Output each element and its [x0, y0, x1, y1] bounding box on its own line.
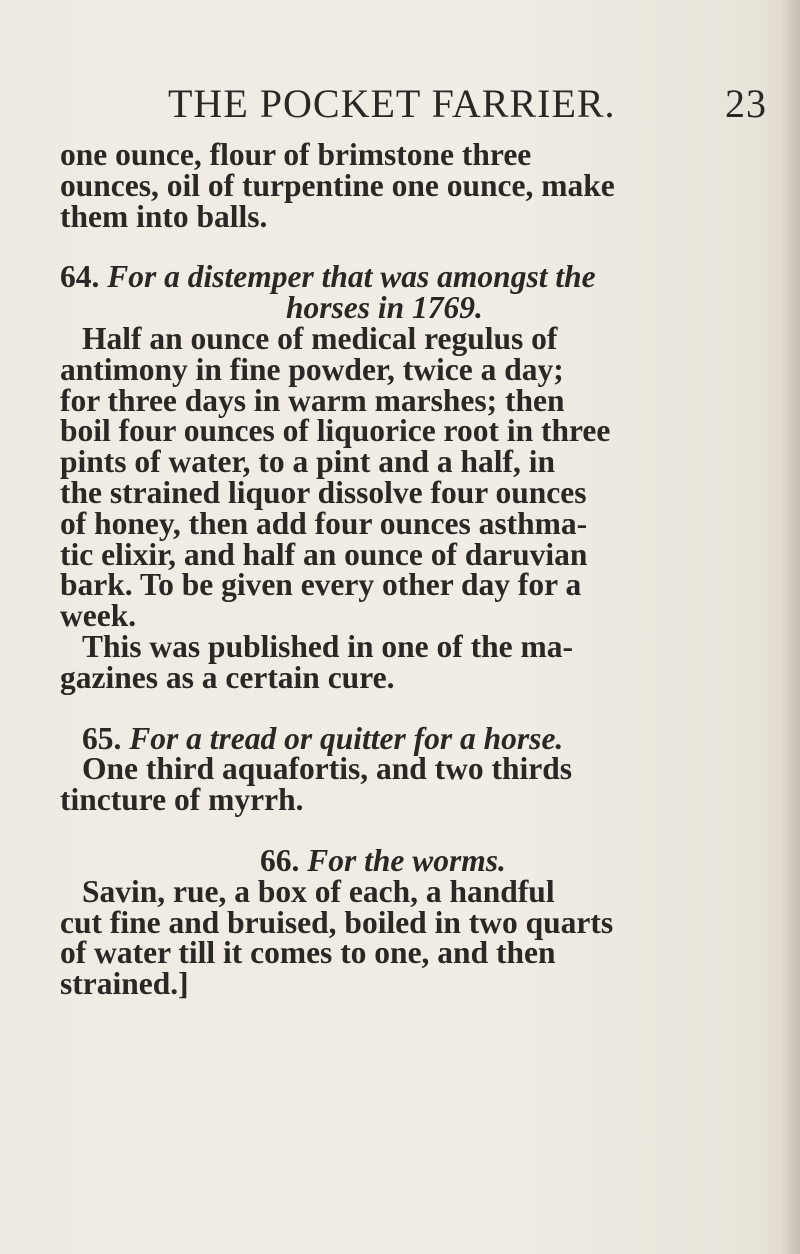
text-line: one ounce, flour of brimstone three [60, 137, 532, 172]
text-line: gazines as a certain cure. [60, 659, 395, 695]
recipe-number: 64. [60, 259, 100, 295]
heading-text: For a tread or quitter for a horse. [129, 720, 564, 756]
text-line: them into balls. [60, 198, 268, 234]
heading-line [60, 259, 750, 295]
text-line: Savin, rue, a box of each, a handful [82, 873, 555, 909]
recipe-64-body [60, 320, 750, 634]
running-header [168, 80, 768, 130]
continuation-paragraph [60, 137, 750, 234]
text-line: antimony in fine powder, twice a day; [60, 351, 564, 387]
recipe-number: 65. [82, 720, 122, 756]
heading-line [60, 842, 750, 878]
text-line: for three days in warm marshes; then [60, 382, 565, 418]
text-line: bark. To be given every other day for a [60, 567, 582, 603]
recipe-65-body [60, 751, 750, 818]
text-line: pints of water, to a pint and a half, in [60, 444, 556, 480]
text-line: tic elixir, and half an ounce of daruvian [60, 536, 588, 572]
page-edge-shadow [782, 0, 800, 1254]
text-line: of water till it comes to one, and then [60, 935, 556, 971]
running-title: THE POCKET FARRIER. [168, 81, 616, 126]
recipe-65-heading [60, 720, 750, 756]
text-line: tincture of myrrh. [60, 782, 304, 818]
text-line: week. [60, 598, 137, 634]
text-line: Half an ounce of medical regulus of [82, 320, 558, 356]
heading-text: For the worms. [307, 842, 506, 878]
recipe-66-body [60, 873, 750, 1002]
recipe-66-heading [60, 842, 750, 878]
text-line: One third aquafortis, and two thirds [82, 751, 573, 787]
text-line: of honey, then add four ounces asthma- [60, 505, 588, 541]
recipe-64-heading [60, 259, 750, 326]
page-number: 23 [725, 81, 767, 126]
recipe-number: 66. [260, 842, 300, 878]
heading-line [60, 720, 750, 756]
text-line: This was published in one of the ma- [82, 628, 573, 664]
text-line: boil four ounces of liquorice root in three [60, 413, 611, 449]
text-line: cut fine and bruised, boiled in two quarts [60, 904, 614, 940]
recipe-64-note [60, 628, 750, 695]
heading-line: horses in 1769. [286, 290, 483, 326]
heading-text: For a distemper that was amongst the [107, 259, 596, 295]
page-body [60, 137, 750, 1002]
text-line: strained.] [60, 966, 189, 1002]
text-line: ounces, oil of turpentine one ounce, make [60, 167, 615, 203]
text-line: the strained liquor dissolve four ounces [60, 474, 587, 510]
